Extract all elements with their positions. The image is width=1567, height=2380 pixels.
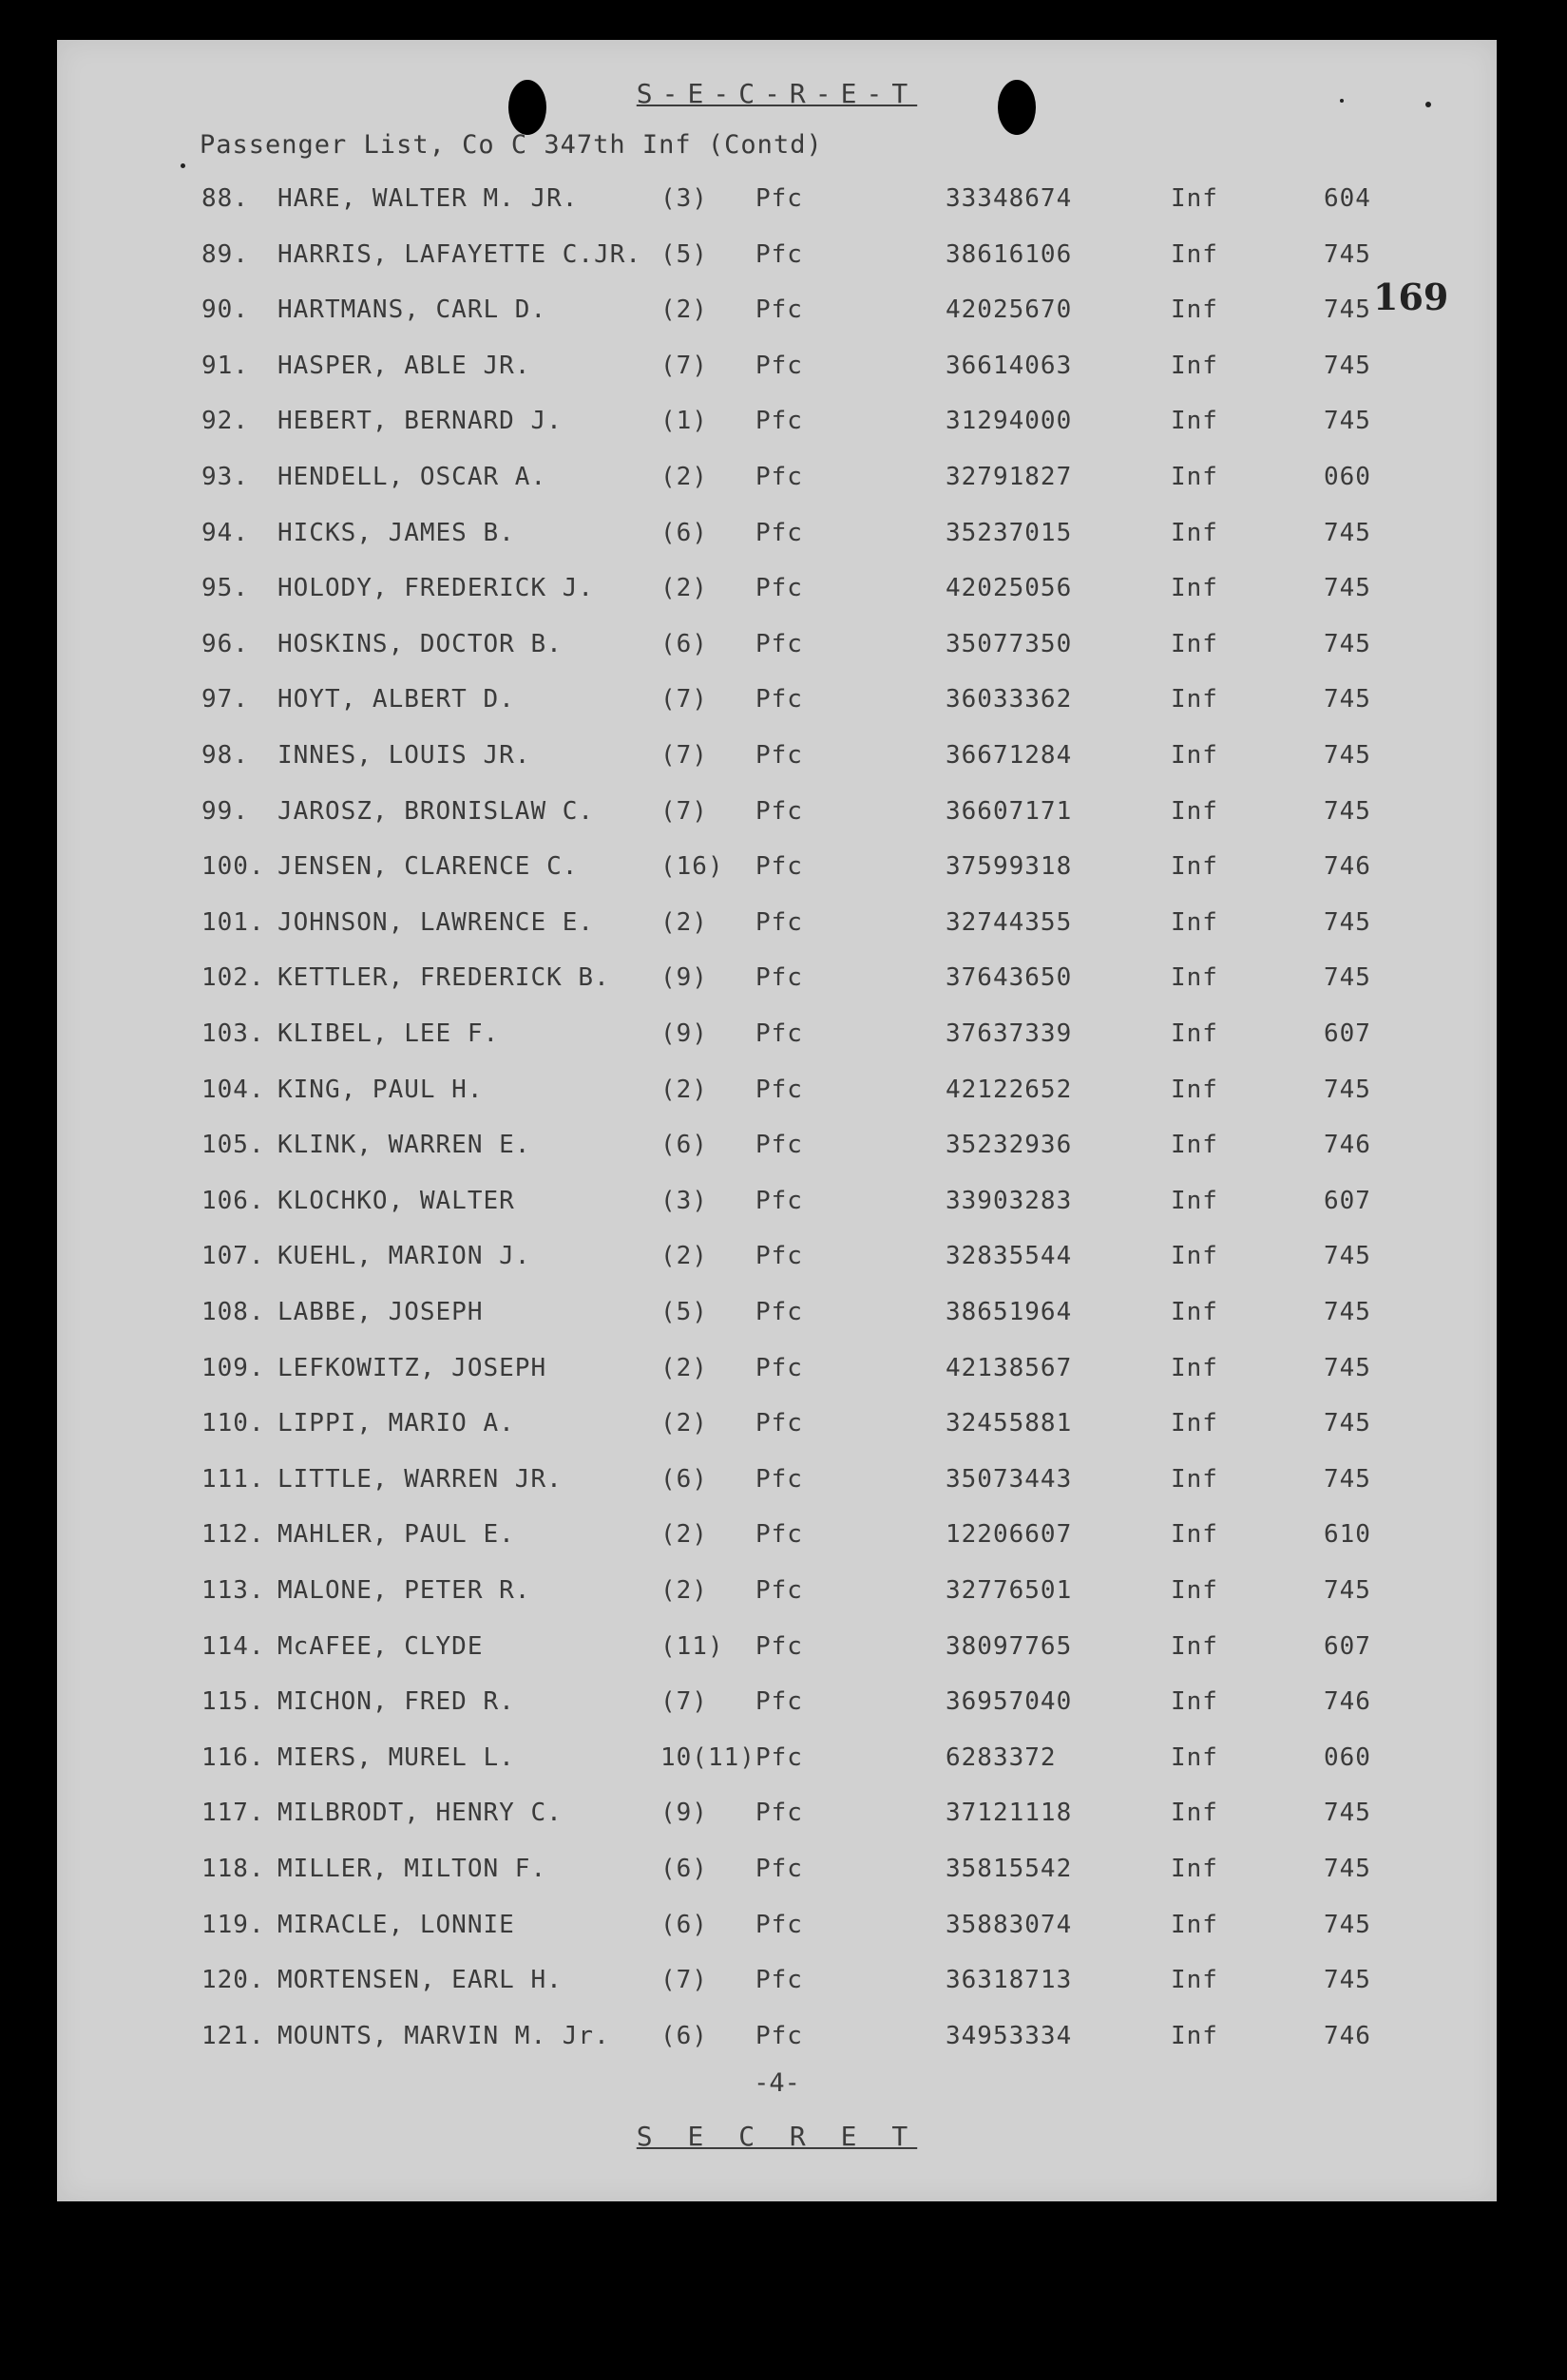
cell-num: 118. (201, 1855, 265, 1883)
cell-grp: (7) (660, 352, 708, 380)
cell-arm: Inf (1171, 630, 1218, 658)
table-row (57, 463, 1497, 501)
cell-rank: Pfc (755, 2022, 803, 2050)
cell-serial: 34953334 (946, 2022, 1073, 2050)
cell-grp: (2) (660, 908, 708, 937)
cell-rank: Pfc (755, 1409, 803, 1438)
classification-header: S-E-C-R-E-T (636, 78, 918, 109)
cell-serial: 37643650 (946, 963, 1073, 992)
cell-num: 96. (201, 630, 249, 658)
cell-name: KETTLER, FREDERICK B. (277, 963, 610, 992)
cell-name: MICHON, FRED R. (277, 1687, 515, 1716)
cell-grp: (11) (660, 1632, 724, 1661)
cell-name: JENSEN, CLARENCE C. (277, 852, 579, 881)
cell-arm: Inf (1171, 1743, 1218, 1772)
cell-grp: (2) (660, 1520, 708, 1549)
table-row (57, 908, 1497, 946)
cell-arm: Inf (1171, 240, 1218, 269)
cell-mos: 745 (1324, 1799, 1371, 1827)
cell-num: 112. (201, 1520, 265, 1549)
cell-grp: (3) (660, 1187, 708, 1215)
cell-rank: Pfc (755, 1131, 803, 1159)
table-row (57, 1576, 1497, 1614)
cell-serial: 36033362 (946, 685, 1073, 714)
cell-grp: (5) (660, 240, 708, 269)
cell-grp: (1) (660, 407, 708, 435)
cell-arm: Inf (1171, 1520, 1218, 1549)
cell-serial: 42138567 (946, 1354, 1073, 1382)
cell-serial: 42122652 (946, 1076, 1073, 1104)
cell-rank: Pfc (755, 908, 803, 937)
cell-arm: Inf (1171, 295, 1218, 324)
cell-num: 108. (201, 1298, 265, 1326)
cell-rank: Pfc (755, 519, 803, 547)
cell-rank: Pfc (755, 1520, 803, 1549)
cell-rank: Pfc (755, 352, 803, 380)
cell-num: 101. (201, 908, 265, 937)
cell-grp: (6) (660, 2022, 708, 2050)
cell-mos: 745 (1324, 685, 1371, 714)
cell-serial: 32791827 (946, 463, 1073, 491)
cell-rank: Pfc (755, 1187, 803, 1215)
table-row (57, 1354, 1497, 1392)
cell-num: 97. (201, 685, 249, 714)
cell-name: INNES, LOUIS JR. (277, 741, 531, 770)
cell-arm: Inf (1171, 1465, 1218, 1494)
cell-mos: 745 (1324, 240, 1371, 269)
cell-serial: 36318713 (946, 1966, 1073, 1994)
cell-name: KLOCHKO, WALTER (277, 1187, 515, 1215)
cell-rank: Pfc (755, 852, 803, 881)
cell-arm: Inf (1171, 908, 1218, 937)
cell-num: 117. (201, 1799, 265, 1827)
cell-mos: 745 (1324, 1465, 1371, 1494)
cell-mos: 745 (1324, 1855, 1371, 1883)
cell-mos: 060 (1324, 1743, 1371, 1772)
cell-num: 100. (201, 852, 265, 881)
table-row (57, 574, 1497, 612)
cell-mos: 745 (1324, 1298, 1371, 1326)
cell-serial: 38097765 (946, 1632, 1073, 1661)
cell-name: MALONE, PETER R. (277, 1576, 531, 1605)
cell-name: MAHLER, PAUL E. (277, 1520, 515, 1549)
cell-rank: Pfc (755, 1019, 803, 1048)
table-row (57, 852, 1497, 890)
cell-grp: (2) (660, 1076, 708, 1104)
cell-mos: 607 (1324, 1187, 1371, 1215)
cell-name: HENDELL, OSCAR A. (277, 463, 547, 491)
cell-num: 88. (201, 184, 249, 213)
cell-serial: 38651964 (946, 1298, 1073, 1326)
cell-grp: (2) (660, 1576, 708, 1605)
cell-arm: Inf (1171, 1855, 1218, 1883)
cell-mos: 745 (1324, 1354, 1371, 1382)
table-row (57, 963, 1497, 1001)
cell-serial: 35237015 (946, 519, 1073, 547)
cell-grp: (2) (660, 1242, 708, 1270)
cell-mos: 745 (1324, 1076, 1371, 1104)
cell-num: 90. (201, 295, 249, 324)
cell-arm: Inf (1171, 685, 1218, 714)
cell-mos: 745 (1324, 1409, 1371, 1438)
cell-serial: 36614063 (946, 352, 1073, 380)
cell-grp: (3) (660, 184, 708, 213)
cell-arm: Inf (1171, 352, 1218, 380)
cell-name: MORTENSEN, EARL H. (277, 1966, 563, 1994)
cell-name: HEBERT, BERNARD J. (277, 407, 563, 435)
cell-rank: Pfc (755, 184, 803, 213)
cell-serial: 32744355 (946, 908, 1073, 937)
cell-grp: (5) (660, 1298, 708, 1326)
cell-serial: 35232936 (946, 1131, 1073, 1159)
cell-mos: 746 (1324, 852, 1371, 881)
cell-rank: Pfc (755, 1966, 803, 1994)
cell-num: 106. (201, 1187, 265, 1215)
cell-grp: (6) (660, 1131, 708, 1159)
cell-serial: 35073443 (946, 1465, 1073, 1494)
cell-rank: Pfc (755, 741, 803, 770)
cell-grp: (7) (660, 685, 708, 714)
cell-arm: Inf (1171, 1242, 1218, 1270)
cell-num: 91. (201, 352, 249, 380)
cell-arm: Inf (1171, 574, 1218, 602)
cell-mos: 746 (1324, 1131, 1371, 1159)
cell-rank: Pfc (755, 1855, 803, 1883)
table-row (57, 1131, 1497, 1169)
cell-name: HOLODY, FREDERICK J. (277, 574, 595, 602)
table-row (57, 240, 1497, 278)
cell-mos: 745 (1324, 574, 1371, 602)
cell-num: 104. (201, 1076, 265, 1104)
cell-mos: 745 (1324, 352, 1371, 380)
cell-num: 113. (201, 1576, 265, 1605)
cell-grp: (6) (660, 519, 708, 547)
cell-rank: Pfc (755, 240, 803, 269)
cell-name: LABBE, JOSEPH (277, 1298, 484, 1326)
cell-grp: (7) (660, 741, 708, 770)
cell-rank: Pfc (755, 1076, 803, 1104)
cell-arm: Inf (1171, 519, 1218, 547)
cell-grp: (6) (660, 630, 708, 658)
cell-name: McAFEE, CLYDE (277, 1632, 484, 1661)
list-title: Passenger List, Co C 347th Inf (Contd) (200, 130, 823, 160)
cell-serial: 35883074 (946, 1911, 1073, 1939)
table-row (57, 1520, 1497, 1558)
cell-num: 93. (201, 463, 249, 491)
table-row (57, 1687, 1497, 1725)
cell-arm: Inf (1171, 1076, 1218, 1104)
cell-serial: 32776501 (946, 1576, 1073, 1605)
cell-rank: Pfc (755, 797, 803, 826)
cell-mos: 745 (1324, 1911, 1371, 1939)
cell-name: HICKS, JAMES B. (277, 519, 515, 547)
cell-name: JAROSZ, BRONISLAW C. (277, 797, 595, 826)
table-row (57, 407, 1497, 445)
cell-num: 92. (201, 407, 249, 435)
page-stamp-number: 169 (1373, 276, 1449, 318)
cell-name: HASPER, ABLE JR. (277, 352, 531, 380)
table-row (57, 1409, 1497, 1447)
cell-arm: Inf (1171, 1911, 1218, 1939)
cell-arm: Inf (1171, 1131, 1218, 1159)
cell-mos: 745 (1324, 797, 1371, 826)
cell-rank: Pfc (755, 1687, 803, 1716)
cell-grp: (2) (660, 295, 708, 324)
cell-arm: Inf (1171, 797, 1218, 826)
cell-num: 115. (201, 1687, 265, 1716)
cell-rank: Pfc (755, 407, 803, 435)
cell-num: 94. (201, 519, 249, 547)
cell-arm: Inf (1171, 852, 1218, 881)
cell-num: 103. (201, 1019, 265, 1048)
cell-name: HARRIS, LAFAYETTE C.JR. (277, 240, 642, 269)
cell-mos: 604 (1324, 184, 1371, 213)
cell-mos: 607 (1324, 1632, 1371, 1661)
table-row (57, 184, 1497, 222)
cell-name: MILLER, MILTON F. (277, 1855, 547, 1883)
cell-arm: Inf (1171, 1687, 1218, 1716)
table-row (57, 1632, 1497, 1670)
cell-serial: 36671284 (946, 741, 1073, 770)
cell-serial: 37599318 (946, 852, 1073, 881)
cell-num: 99. (201, 797, 249, 826)
cell-rank: Pfc (755, 1465, 803, 1494)
cell-rank: Pfc (755, 1632, 803, 1661)
cell-name: KLINK, WARREN E. (277, 1131, 531, 1159)
cell-mos: 745 (1324, 295, 1371, 324)
table-row (57, 1298, 1497, 1336)
table-row (57, 1242, 1497, 1280)
cell-rank: Pfc (755, 685, 803, 714)
cell-name: HOYT, ALBERT D. (277, 685, 515, 714)
speck (181, 163, 185, 168)
cell-name: MIRACLE, LONNIE (277, 1911, 515, 1939)
cell-num: 120. (201, 1966, 265, 1994)
cell-arm: Inf (1171, 1632, 1218, 1661)
cell-mos: 060 (1324, 463, 1371, 491)
cell-num: 111. (201, 1465, 265, 1494)
cell-mos: 745 (1324, 908, 1371, 937)
cell-name: HARE, WALTER M. JR. (277, 184, 579, 213)
cell-num: 107. (201, 1242, 265, 1270)
cell-rank: Pfc (755, 1576, 803, 1605)
cell-serial: 35815542 (946, 1855, 1073, 1883)
cell-grp: (9) (660, 963, 708, 992)
cell-arm: Inf (1171, 1409, 1218, 1438)
table-row (57, 630, 1497, 668)
cell-name: LITTLE, WARREN JR. (277, 1465, 563, 1494)
cell-arm: Inf (1171, 1019, 1218, 1048)
cell-rank: Pfc (755, 1354, 803, 1382)
cell-grp: (2) (660, 1354, 708, 1382)
cell-mos: 745 (1324, 1576, 1371, 1605)
cell-grp: (9) (660, 1799, 708, 1827)
table-row (57, 1799, 1497, 1837)
table-row (57, 1855, 1497, 1893)
cell-serial: 33348674 (946, 184, 1073, 213)
table-row (57, 1019, 1497, 1057)
cell-num: 121. (201, 2022, 265, 2050)
cell-rank: Pfc (755, 630, 803, 658)
cell-arm: Inf (1171, 1354, 1218, 1382)
cell-serial: 38616106 (946, 240, 1073, 269)
cell-arm: Inf (1171, 184, 1218, 213)
cell-rank: Pfc (755, 1799, 803, 1827)
table-row (57, 1187, 1497, 1225)
cell-grp: (2) (660, 1409, 708, 1438)
cell-serial: 31294000 (946, 407, 1073, 435)
cell-mos: 745 (1324, 1966, 1371, 1994)
cell-arm: Inf (1171, 1298, 1218, 1326)
table-row (57, 1743, 1497, 1781)
table-row (57, 1465, 1497, 1503)
page-number: -4- (754, 2068, 800, 2098)
cell-rank: Pfc (755, 574, 803, 602)
cell-mos: 746 (1324, 1687, 1371, 1716)
cell-name: MIERS, MUREL L. (277, 1743, 515, 1772)
table-row (57, 2022, 1497, 2060)
cell-num: 110. (201, 1409, 265, 1438)
table-row (57, 685, 1497, 723)
cell-grp: (7) (660, 1966, 708, 1994)
cell-grp: 10(11) (660, 1743, 755, 1772)
cell-name: KLIBEL, LEE F. (277, 1019, 500, 1048)
table-row (57, 1966, 1497, 2004)
cell-num: 89. (201, 240, 249, 269)
cell-grp: (6) (660, 1465, 708, 1494)
cell-grp: (6) (660, 1911, 708, 1939)
cell-grp: (16) (660, 852, 724, 881)
cell-serial: 42025056 (946, 574, 1073, 602)
cell-rank: Pfc (755, 1242, 803, 1270)
cell-name: MILBRODT, HENRY C. (277, 1799, 563, 1827)
cell-serial: 33903283 (946, 1187, 1073, 1215)
table-row (57, 741, 1497, 779)
cell-name: KING, PAUL H. (277, 1076, 484, 1104)
cell-name: HARTMANS, CARL D. (277, 295, 547, 324)
cell-rank: Pfc (755, 963, 803, 992)
cell-grp: (7) (660, 797, 708, 826)
cell-arm: Inf (1171, 2022, 1218, 2050)
cell-serial: 32835544 (946, 1242, 1073, 1270)
cell-serial: 42025670 (946, 295, 1073, 324)
cell-mos: 745 (1324, 1242, 1371, 1270)
cell-arm: Inf (1171, 407, 1218, 435)
cell-grp: (2) (660, 463, 708, 491)
cell-name: HOSKINS, DOCTOR B. (277, 630, 563, 658)
cell-mos: 745 (1324, 741, 1371, 770)
classification-footer: S E C R E T (636, 2121, 918, 2152)
cell-arm: Inf (1171, 463, 1218, 491)
cell-mos: 746 (1324, 2022, 1371, 2050)
cell-arm: Inf (1171, 741, 1218, 770)
cell-name: MOUNTS, MARVIN M. Jr. (277, 2022, 610, 2050)
cell-rank: Pfc (755, 463, 803, 491)
cell-name: KUEHL, MARION J. (277, 1242, 531, 1270)
table-row (57, 295, 1497, 333)
cell-num: 105. (201, 1131, 265, 1159)
cell-serial: 12206607 (946, 1520, 1073, 1549)
cell-serial: 35077350 (946, 630, 1073, 658)
table-row (57, 519, 1497, 557)
table-row (57, 797, 1497, 835)
cell-rank: Pfc (755, 1911, 803, 1939)
cell-num: 102. (201, 963, 265, 992)
cell-mos: 745 (1324, 407, 1371, 435)
cell-arm: Inf (1171, 1576, 1218, 1605)
cell-rank: Pfc (755, 295, 803, 324)
cell-arm: Inf (1171, 1187, 1218, 1215)
table-row (57, 1076, 1497, 1114)
document-page (57, 40, 1497, 2201)
cell-serial: 36607171 (946, 797, 1073, 826)
cell-num: 109. (201, 1354, 265, 1382)
table-row (57, 1911, 1497, 1949)
cell-rank: Pfc (755, 1298, 803, 1326)
cell-num: 98. (201, 741, 249, 770)
cell-grp: (9) (660, 1019, 708, 1048)
cell-mos: 745 (1324, 519, 1371, 547)
cell-grp: (2) (660, 574, 708, 602)
cell-serial: 37121118 (946, 1799, 1073, 1827)
cell-mos: 745 (1324, 630, 1371, 658)
cell-grp: (6) (660, 1855, 708, 1883)
cell-name: JOHNSON, LAWRENCE E. (277, 908, 595, 937)
cell-name: LIPPI, MARIO A. (277, 1409, 515, 1438)
cell-arm: Inf (1171, 963, 1218, 992)
cell-rank: Pfc (755, 1743, 803, 1772)
cell-arm: Inf (1171, 1799, 1218, 1827)
cell-name: LEFKOWITZ, JOSEPH (277, 1354, 547, 1382)
cell-grp: (7) (660, 1687, 708, 1716)
cell-num: 116. (201, 1743, 265, 1772)
cell-mos: 745 (1324, 963, 1371, 992)
cell-num: 95. (201, 574, 249, 602)
cell-serial: 37637339 (946, 1019, 1073, 1048)
cell-num: 119. (201, 1911, 265, 1939)
cell-mos: 610 (1324, 1520, 1371, 1549)
cell-serial: 6283372 (946, 1743, 1057, 1772)
cell-mos: 607 (1324, 1019, 1371, 1048)
cell-serial: 36957040 (946, 1687, 1073, 1716)
table-row (57, 352, 1497, 390)
cell-num: 114. (201, 1632, 265, 1661)
cell-arm: Inf (1171, 1966, 1218, 1994)
cell-serial: 32455881 (946, 1409, 1073, 1438)
